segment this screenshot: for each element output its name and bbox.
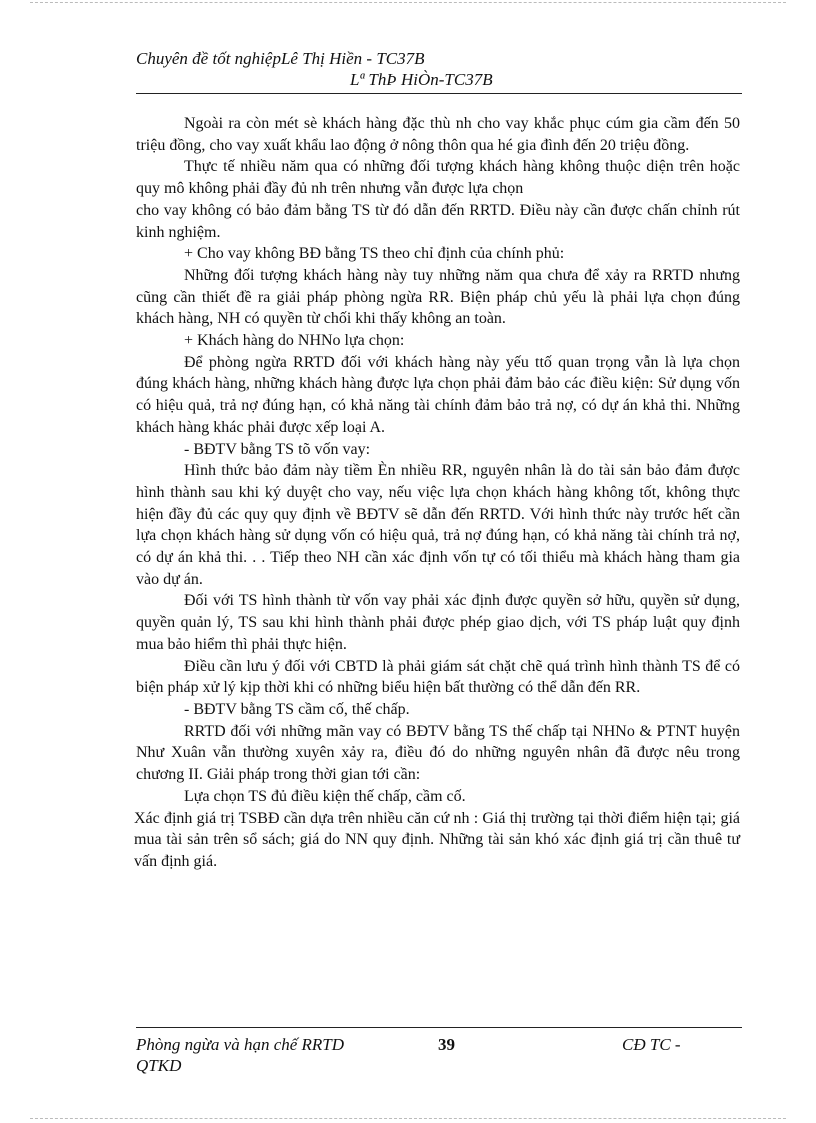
page-top-dashed-border <box>30 2 786 3</box>
running-header-author: Lª ThÞ HiÒn-TC37B <box>350 70 493 89</box>
paragraph: RRTD đối với những mãn vay có BĐTV bằng TS thế chấp tại NHNo & PTNT huyện Như Xuân vẫn thường xuyên xảy ra, điều đó do những nguyên nhân đã được nêu trong chương II. Giải pháp trong thời gian tới cần: <box>136 722 740 784</box>
paragraph-continued: cho vay không có bảo đảm bằng TS từ đó dẫn đến RRTD. Điều này cần được chấn chỉnh rút kinh nghiệm. <box>136 201 740 241</box>
running-header: Chuyên đề tốt nghiệpLê Thị Hiền - TC37B <box>136 49 425 68</box>
list-heading: + Cho vay không BĐ bằng TS theo chỉ định của chính phủ: <box>184 245 565 263</box>
footer-course-cont: QTKD <box>136 1056 182 1075</box>
footer-title: Phòng ngừa và hạn chế RRTD <box>136 1035 345 1054</box>
paragraph: Để phòng ngừa RRTD đối với khách hàng này yếu ttố quan trọng vẫn là lựa chọn đúng khách hàng, những khách hàng được lựa chọn phải đảm bảo các điều kiện: Sử dụng vốn có hiệu quả, trả nợ đúng hạn, có khả năng tài chính đảm bảo trả nợ, có dự án khả thi. Những khách hàng khác phải được xếp loại A. <box>136 353 740 436</box>
paragraph: Ngoài ra còn mét sè khách hàng đặc thù nh cho vay khắc phục cúm gia cầm đến 50 triệu đồng, cho vay xuất khẩu lao động ở nông thôn qua hé gia đình đến 20 triệu đồng. <box>136 115 740 154</box>
header-rule <box>136 93 742 94</box>
list-heading: - BĐTV bằng TS cầm cố, thế chấp. <box>184 700 410 718</box>
page-bottom-dashed-border <box>30 1118 786 1119</box>
list-heading: - BĐTV bằng TS tõ vốn vay: <box>184 440 371 458</box>
footer-rule <box>136 1027 742 1028</box>
paragraph: Những đối tượng khách hàng này tuy những năm qua chưa để xảy ra RRTD nhưng cũng cần thiết đề ra giải pháp phòng ngừa RR. Biện pháp chủ yếu là phải lựa chọn đúng khách hàng, NH có quyền từ chối khi thấy không an toàn. <box>136 266 740 328</box>
footer-course: CĐ TC - <box>622 1035 681 1054</box>
paragraph: Hình thức bảo đảm này tiềm Èn nhiều RR, nguyên nhân là do tài sản bảo đảm được hình thành sau khi ký duyệt cho vay, nếu việc lựa chọn khách hàng không tốt, không thực hiện đầy đủ các quy quy định về BĐTV sẽ dẫn đến RRTD. Với hình thức này trước hết cần lựa chọn khách hàng sử dụng vốn có hiệu quả, trả nợ đúng hạn, có khả năng tài chính trả nợ, có dự án khả thi. . . Tiếp theo NH cần xác định vốn tự có tối thiểu mà khách hàng tham gia vào dự án. <box>136 462 740 588</box>
paragraph: Lựa chọn TS đủ điều kiện thế chấp, cầm cố. <box>184 787 466 805</box>
paragraph: Thực tế nhiều năm qua có những đối tượng khách hàng không thuộc diện trên hoặc quy mô không phải đầy đủ nh trên nhưng vẫn được lựa chọn <box>136 158 740 198</box>
list-heading: + Khách hàng do NHNo lựa chọn: <box>184 332 405 350</box>
page-number: 39 <box>438 1035 455 1054</box>
paragraph: Điều cần lưu ý đối với CBTD là phải giám sát chặt chẽ quá trình hình thành TS để có biện pháp xử lý kịp thời khi có những biểu hiện bất thường có thể dẫn đến RR. <box>136 657 740 697</box>
paragraph: Xác định giá trị TSBĐ cần dựa trên nhiều căn cứ nh : Giá thị trường tại thời điểm hiện tại; giá mua tài sản trên sổ sách; giá do NN quy định. Những tài sản khó xác định giá trị cần thuê tư vấn định giá. <box>134 809 740 870</box>
body-text <box>136 113 740 873</box>
paragraph: Đối với TS hình thành từ vốn vay phải xác định được quyền sở hữu, quyền sử dụng, quyền quản lý, TS sau khi hình thành phải được phép giao dịch, với TS pháp luật quy định mua bảo hiểm thì phải thực hiện. <box>136 592 740 653</box>
